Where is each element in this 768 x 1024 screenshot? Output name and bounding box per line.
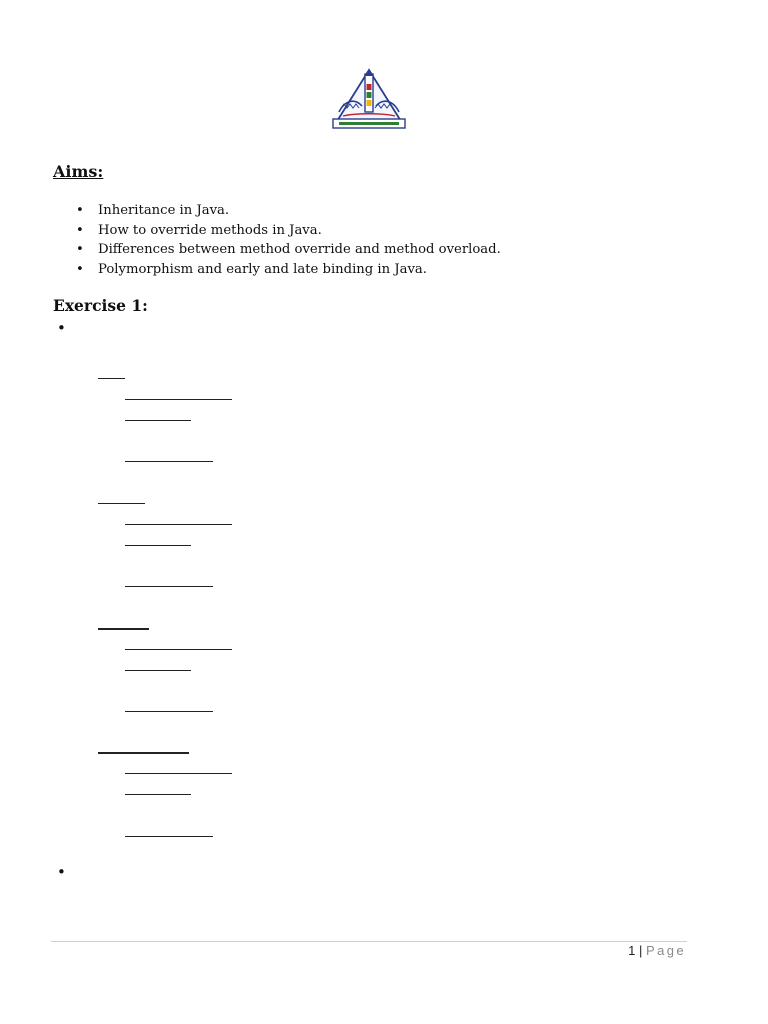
underline-group-heading [98, 752, 189, 754]
underline-line [125, 420, 191, 421]
underline-line [125, 399, 232, 400]
underline-line [125, 524, 232, 525]
aims-item: • Polymorphism and early and late binding in Java. [76, 260, 501, 280]
aims-item: • Differences between method override and method overload. [76, 240, 501, 260]
aims-heading: Aims: [53, 162, 104, 181]
page-footer [628, 943, 686, 958]
underline-line [125, 649, 232, 650]
footer-divider [51, 941, 687, 942]
page-label: Page [646, 943, 686, 958]
aims-item: • How to override methods in Java. [76, 221, 501, 241]
university-logo [331, 68, 407, 130]
underline-line [125, 670, 191, 671]
underline-line [125, 461, 213, 462]
bullet-marker: • [57, 863, 66, 881]
aims-list [76, 201, 501, 279]
page-number: 1 [628, 943, 636, 958]
underline-group-heading [98, 503, 145, 504]
underline-group-heading [98, 628, 149, 630]
underline-line [125, 711, 213, 712]
underline-group-heading [98, 378, 125, 379]
underline-line [125, 836, 213, 837]
bullet-marker: • [57, 319, 66, 337]
footer-separator: | [639, 943, 643, 958]
exercise-heading: Exercise 1: [53, 296, 148, 315]
underline-line [125, 586, 213, 587]
underline-line [125, 545, 191, 546]
underline-line [125, 794, 191, 795]
aims-item: • Inheritance in Java. [76, 201, 501, 221]
underline-line [125, 773, 232, 774]
